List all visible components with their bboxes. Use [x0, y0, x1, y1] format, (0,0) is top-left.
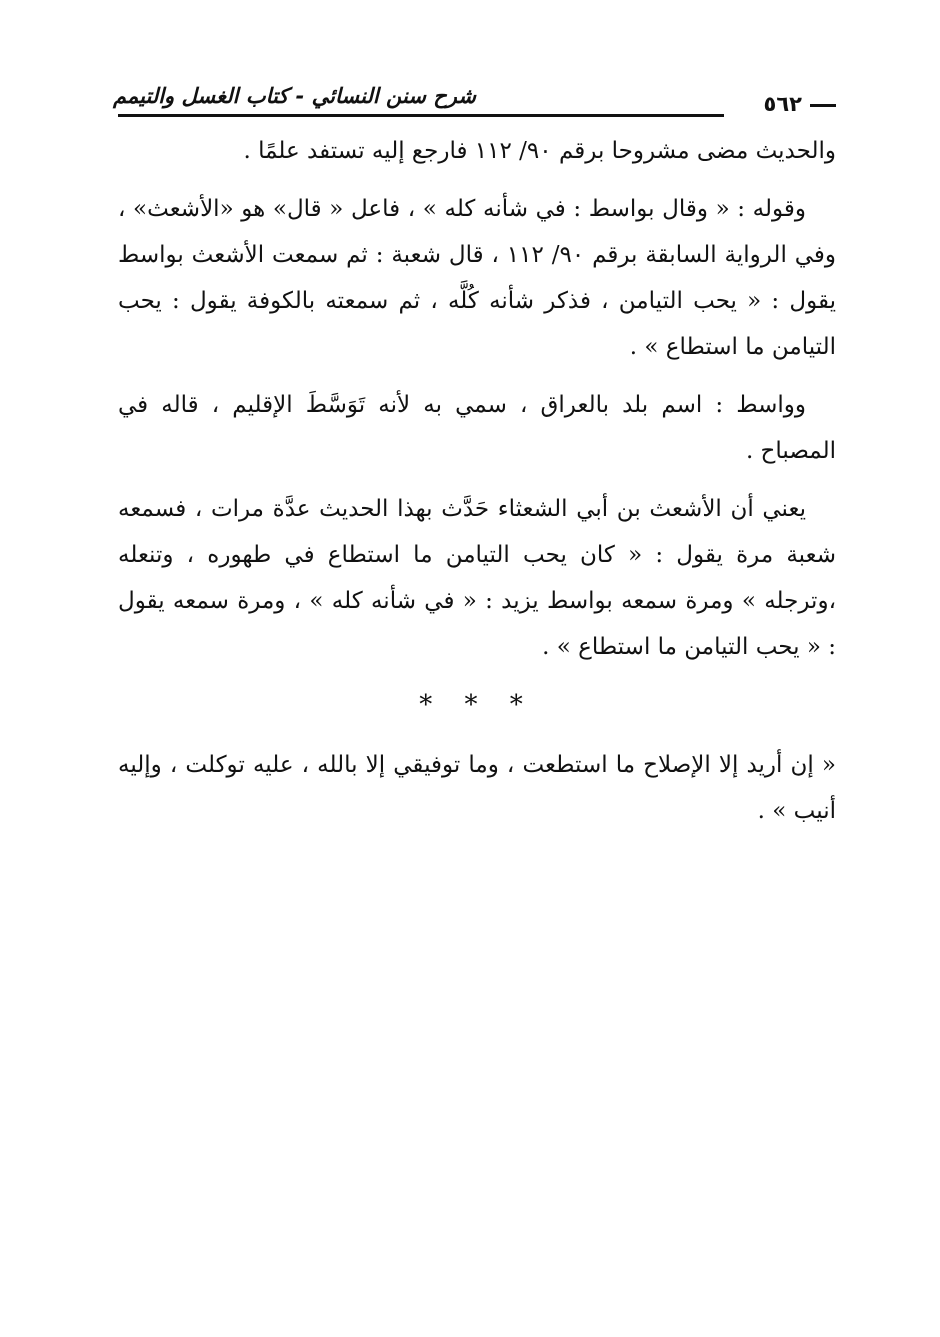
paragraph-2: وقوله : « وقال بواسط : في شأنه كله » ، فاعل « قال» هو «الأشعث» ، وفي الرواية السابقة برقم ٩٠/ ١١٢ ، قال شعبة : ثم سمعت الأشعث بواسط يقول : « يحب التيامن ، فذكر شأنه كُلَّه ، ثم سمعته بالكوفة يقول : يحب التيامن ما استطاع » .: [118, 196, 836, 360]
page-number: ٥٦٢: [763, 92, 802, 116]
paragraph-3: وواسط : اسم بلد بالعراق ، سمي به لأنه تَوَسَّطَ الإقليم ، قاله في المصباح .: [118, 392, 836, 464]
header-rule: [118, 114, 724, 117]
paragraph-1: والحديث مضى مشروحا برقم ٩٠/ ١١٢ فارجع إليه تستفد علمًا .: [243, 138, 836, 164]
page-number-block: [764, 92, 836, 116]
paragraph-4: يعني أن الأشعث بن أبي الشعثاء حَدَّث بهذا الحديث عدَّة مرات ، فسمعه شعبة مرة يقول : « كان يحب التيامن ما استطاع في طهوره ، وتنعله ،وترجله » ومرة سمعه بواسط يزيد : « في شأنه كله » ، ومرة سمعه يقول : « يحب التيامن ما استطاع » .: [118, 496, 836, 660]
header-dash: [810, 104, 836, 107]
closing-quote: « إن أريد إلا الإصلاح ما استطعت ، وما توفيقي إلا بالله ، عليه توكلت ، وإليه أنيب » .: [118, 752, 836, 824]
section-separator: * * *: [419, 690, 535, 720]
page-header: [113, 84, 836, 124]
body-text: [118, 128, 836, 846]
running-title: شرح سنن النسائي - كتاب الغسل والتيمم: [113, 84, 476, 108]
